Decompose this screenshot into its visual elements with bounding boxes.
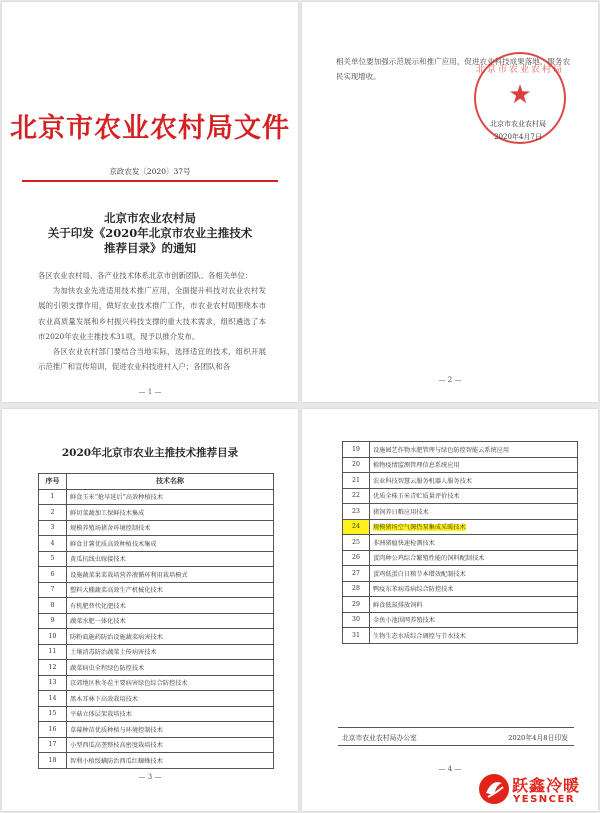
row-number: 22 <box>343 488 370 504</box>
table-row <box>39 582 274 598</box>
table-row <box>343 612 578 628</box>
row-number: 1 <box>39 489 67 505</box>
notice-title <box>2 211 298 256</box>
table-row <box>39 536 274 552</box>
row-technology-name-cell <box>369 504 577 520</box>
row-technology-name-cell <box>369 457 577 473</box>
technology-name: 蔬菜水肥一体化技术 <box>69 618 126 626</box>
table-row <box>39 737 274 753</box>
technology-name: 有机肥替代化肥技术 <box>69 602 126 610</box>
technology-name: 防粉虱施药防治设施蔬菜病害技术 <box>69 633 163 641</box>
table-row <box>343 473 578 489</box>
document-header-title: 北京市农业农村局文件 <box>10 113 290 144</box>
table-row <box>39 660 274 676</box>
table-row <box>39 753 274 769</box>
document-number: 京政农发〔2020〕37号 <box>109 167 191 176</box>
table-row <box>39 598 274 614</box>
table-row <box>343 442 578 458</box>
table-row <box>343 581 578 597</box>
technology-name: 金鱼小池围网养殖技术 <box>372 617 435 625</box>
table-row <box>39 613 274 629</box>
technology-name: 蛋肉种公鸡综合繁殖性能的饲料配制技术 <box>372 555 485 563</box>
technology-name: 猪饲养日粮应用技术 <box>372 508 429 516</box>
notice-title-line: 推荐目录》的通知 <box>104 241 196 255</box>
document-page-3 <box>2 409 298 811</box>
row-technology-name-cell <box>66 582 273 598</box>
footer-rule-top <box>338 727 574 728</box>
seal-text: 北京市农业农村局 <box>476 65 565 75</box>
row-technology-name-cell <box>369 442 577 458</box>
row-technology-name-cell <box>66 737 273 753</box>
row-technology-name-cell <box>66 691 273 707</box>
row-technology-name-cell <box>66 629 273 645</box>
row-technology-name-cell <box>369 535 577 551</box>
row-technology-name-cell <box>66 722 273 738</box>
table-row <box>343 457 578 473</box>
body-paragraph: 各区农业农村部门要结合当地实际，选择适宜的技术，组织开展示范推广和宣传培训，促进农业科技进村入户；各团队和各 <box>38 347 266 372</box>
technology-name: 优质全株玉米青贮质量评价技术 <box>372 493 460 501</box>
technology-name: 农业科技智慧云服务机器人服务技术 <box>372 477 472 485</box>
row-technology-name-cell <box>66 660 273 676</box>
row-number: 4 <box>39 536 67 552</box>
row-technology-name-cell <box>66 598 273 614</box>
brand-logo <box>478 771 596 809</box>
table-row <box>39 629 274 645</box>
header-name: 技术名称 <box>66 474 273 490</box>
row-number: 9 <box>39 613 67 629</box>
row-technology-name-cell <box>369 488 577 504</box>
technology-name: 鲜食低氮排放饲料 <box>372 601 423 609</box>
row-technology-name-cell <box>66 567 273 583</box>
star-icon: ★ <box>508 80 532 110</box>
footer-rule-bottom <box>338 745 574 746</box>
table-row <box>39 675 274 691</box>
row-number: 27 <box>343 566 370 582</box>
table-header-row <box>39 474 274 490</box>
page-number: — 2 — <box>438 376 462 384</box>
document-page-2 <box>302 2 598 402</box>
signature-block <box>470 118 566 144</box>
table-row <box>39 722 274 738</box>
row-number: 30 <box>343 612 370 628</box>
row-number: 10 <box>39 629 67 645</box>
sign-org: 北京市农业农村局 <box>490 120 546 128</box>
page-number: — 1 — <box>138 388 162 396</box>
technology-name: 鸭疫东苯病毒病综合防控技术 <box>372 586 454 594</box>
row-technology-name-cell <box>66 613 273 629</box>
sign-date: 2020年4月7日 <box>494 133 542 141</box>
technology-name: 草莓种苗优质种植与环境控制技术 <box>69 726 163 734</box>
table-row <box>343 504 578 520</box>
row-technology-name-cell <box>369 628 577 644</box>
row-number: 28 <box>343 581 370 597</box>
notice-body <box>38 268 266 374</box>
table-row <box>343 597 578 613</box>
row-technology-name-cell <box>369 550 577 566</box>
row-technology-name-cell <box>369 597 577 613</box>
table-row <box>343 566 578 582</box>
row-technology-name-cell <box>66 505 273 521</box>
technology-table-continued <box>342 441 578 644</box>
row-number: 8 <box>39 598 67 614</box>
technology-table <box>38 473 274 769</box>
technology-name: 塑料大棚蔬菜高效生产机械化技术 <box>69 587 163 595</box>
technology-name: 设施园艺作物水肥管理与绿色防控智能云系统应用 <box>372 446 510 454</box>
row-number: 12 <box>39 660 67 676</box>
table-row <box>39 489 274 505</box>
page-number: — 4 — <box>438 765 462 773</box>
technology-name: 鲜食玉米“抢早延后”高效种植技术 <box>69 494 163 502</box>
technology-name: 蔬菜病虫全程绿色防控技术 <box>69 664 145 672</box>
table-row <box>343 628 578 644</box>
row-number: 21 <box>343 473 370 489</box>
row-number: 7 <box>39 582 67 598</box>
row-number: 11 <box>39 644 67 660</box>
row-number: 15 <box>39 706 67 722</box>
body-paragraph: 为加快农业先进适用技术推广应用，全面提升科技对农业农村发展的引领支撑作用，做好农业技术推广工作，市农业农村局围绕本市农业高质量发展和乡村振兴科技支撑的重大技术需求，组织遴选了本市2020年农业主推技术31项，现予以推介发布。 <box>38 286 266 341</box>
row-number: 13 <box>39 675 67 691</box>
notice-title-line: 关于印发《2020年北京市农业主推技术 <box>47 226 253 240</box>
header-no: 序号 <box>39 474 67 490</box>
row-technology-name-cell <box>66 706 273 722</box>
row-number: 25 <box>343 535 370 551</box>
row-number: 2 <box>39 505 67 521</box>
technology-name: 土壤消毒防治蔬菜土传病害技术 <box>69 649 157 657</box>
footer-date: 2020年4月8日印发 <box>508 734 568 742</box>
table-row <box>39 691 274 707</box>
technology-name: 鲜切菜蔬加工保鲜技术集成 <box>69 509 145 517</box>
technology-name: 规模养殖场猪舍环境控制技术 <box>69 525 151 533</box>
footer-office: 北京市农业农村局办公室 <box>342 734 417 742</box>
row-technology-name-cell <box>66 675 273 691</box>
logo-text-en: YESNCER <box>513 794 576 805</box>
document-page-4 <box>302 409 598 811</box>
row-technology-name-cell <box>66 753 273 769</box>
row-technology-name-cell <box>66 536 273 552</box>
logo-text-cn: 跃鑫冷暖 <box>512 776 581 795</box>
row-number: 14 <box>39 691 67 707</box>
table-row <box>39 520 274 536</box>
table-row <box>343 488 578 504</box>
row-number: 20 <box>343 457 370 473</box>
row-number: 29 <box>343 597 370 613</box>
row-number: 26 <box>343 550 370 566</box>
table-row <box>343 519 578 535</box>
technology-name: 智利小植绥螨防治西瓜红蜘蛛技术 <box>69 757 163 765</box>
table-row <box>39 505 274 521</box>
row-number: 24 <box>343 519 370 535</box>
row-technology-name-cell <box>66 551 273 567</box>
row-number: 31 <box>343 628 370 644</box>
row-technology-name-cell <box>369 519 577 535</box>
row-technology-name-cell <box>66 489 273 505</box>
row-number: 19 <box>343 442 370 458</box>
logo-mark-icon <box>478 773 510 805</box>
document-page-1 <box>2 2 298 402</box>
row-number: 17 <box>39 737 67 753</box>
red-divider <box>22 180 278 182</box>
row-technology-name-cell <box>369 473 577 489</box>
technology-name: 设施蔬菜果菜栽培营养液循环利用栽培模式 <box>69 571 188 579</box>
table-row <box>39 551 274 567</box>
table-row <box>343 550 578 566</box>
row-technology-name-cell <box>369 566 577 582</box>
technology-name: 平菇立体层架栽培技术 <box>69 711 132 719</box>
technology-name: 生物生态水质综合调控与节水技术 <box>372 632 466 640</box>
list-title: 2020年北京市农业主推技术推荐目录 <box>61 447 239 459</box>
technology-name: 黑木耳林下高效栽培技术 <box>69 695 139 703</box>
row-number: 23 <box>343 504 370 520</box>
technology-name: 鲜食甘薯优质高效种植技术集成 <box>69 540 157 548</box>
table-row <box>39 706 274 722</box>
row-number: 16 <box>39 722 67 738</box>
table-row <box>39 567 274 583</box>
row-technology-name-cell <box>66 520 273 536</box>
body-paragraph: 相关单位要加强示范展示和推广应用，促进农业科技成果落地，服务农民实现增收。 <box>336 57 570 82</box>
technology-name: 黄瓜抗线虫嫁接技术 <box>69 556 126 564</box>
notice-title-line: 北京市农业农村局 <box>104 211 196 225</box>
technology-name: 京郊地区秋冬茬主要病害绿色综合防控技术 <box>69 680 188 688</box>
technology-name: 规模猪场空气源热泵集成采暖技术 <box>372 524 466 532</box>
technology-name: 小型西瓜高垄整枝高密度栽培技术 <box>69 742 163 750</box>
row-number: 3 <box>39 520 67 536</box>
page-number: — 3 — <box>138 773 162 781</box>
row-number: 18 <box>39 753 67 769</box>
technology-name: 非洲猪瘟快速检测技术 <box>372 539 435 547</box>
table-row <box>39 644 274 660</box>
row-technology-name-cell <box>369 581 577 597</box>
row-technology-name-cell <box>369 612 577 628</box>
table-row <box>343 535 578 551</box>
row-technology-name-cell <box>66 644 273 660</box>
technology-name: 植物疫情监测管理信息系统应用 <box>372 462 460 470</box>
technology-name: 蛋鸡低蛋白日粮节本增效配制技术 <box>372 570 466 578</box>
row-number: 5 <box>39 551 67 567</box>
row-number: 6 <box>39 567 67 583</box>
salutation: 各区农业农村局、各产业技术体系北京市创新团队、各相关单位： <box>38 271 253 280</box>
